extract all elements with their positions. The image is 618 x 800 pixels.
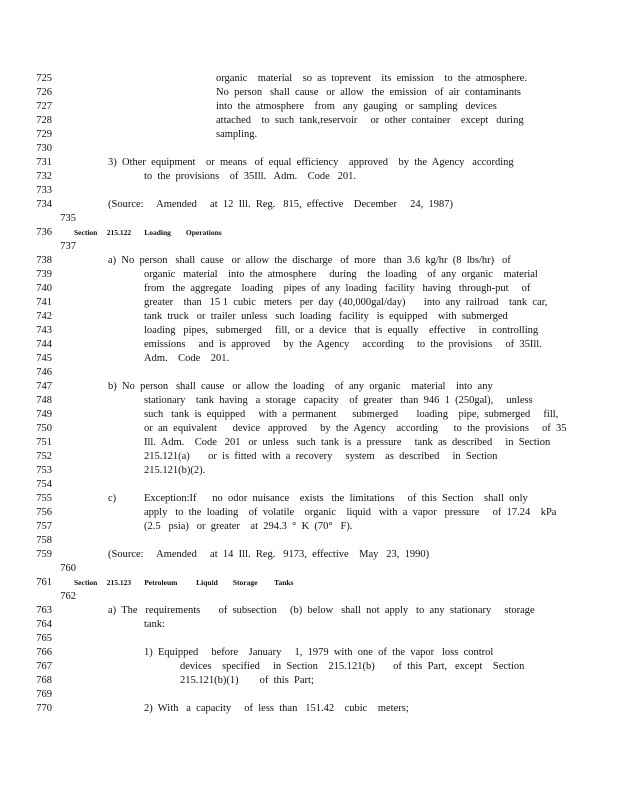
- line-727: [0, 100, 618, 114]
- line-738: [0, 254, 618, 268]
- line-number: 747: [36, 381, 52, 392]
- line-747: [0, 380, 618, 394]
- line-text: sampling.: [216, 129, 258, 140]
- line-734: [0, 198, 618, 212]
- line-text: a) No person shall cause or allow the discharge of more than 3.6 kg/hr (8 lbs/hr) of: [108, 255, 511, 266]
- line-text: 215.121(b)(1) of this Part;: [180, 675, 314, 686]
- line-number: 754: [36, 479, 52, 490]
- line-text: devices specified in Section 215.121(b) of this Part, except Section: [180, 661, 525, 672]
- line-text: loading pipes, submerged fill, or a device that is equally effective in controlling: [144, 325, 539, 336]
- line-number: 761: [36, 577, 52, 588]
- section-heading: Section 215.123 Petroleum Liquid Storage Tanks: [74, 578, 294, 587]
- line-730: [0, 142, 618, 156]
- line-number: 740: [36, 283, 52, 294]
- line-736: [0, 226, 618, 240]
- line-760: [0, 562, 618, 576]
- line-number: 749: [36, 409, 52, 420]
- line-766: [0, 646, 618, 660]
- line-number: 752: [36, 451, 52, 462]
- line-757: [0, 520, 618, 534]
- line-text: stationary tank having a storage capacity of greater than 946 1 (250gal), unless: [144, 395, 533, 406]
- line-750: [0, 422, 618, 436]
- line-748: [0, 394, 618, 408]
- line-number: 737: [60, 241, 76, 252]
- line-text: apply to the loading of volatile organic liquid with a vapor pressure of 17.24 kPa: [144, 507, 557, 518]
- line-725: [0, 72, 618, 86]
- line-number: 769: [36, 689, 52, 700]
- line-726: [0, 86, 618, 100]
- line-number: 763: [36, 605, 52, 616]
- line-text: organic material into the atmosphere during the loading of any organic material: [144, 269, 538, 280]
- line-number: 745: [36, 353, 52, 364]
- line-number: 762: [60, 591, 76, 602]
- line-number: 728: [36, 115, 52, 126]
- line-number: 753: [36, 465, 52, 476]
- line-number: 741: [36, 297, 52, 308]
- line-749: [0, 408, 618, 422]
- line-text: Adm. Code 201.: [144, 353, 230, 364]
- line-764: [0, 618, 618, 632]
- line-text: (Source: Amended at 12 Ill. Reg. 815, effective December 24, 1987): [108, 199, 454, 210]
- line-763: [0, 604, 618, 618]
- line-746: [0, 366, 618, 380]
- line-733: [0, 184, 618, 198]
- line-text: or an equivalent device approved by the Agency according to the provisions of 35: [144, 423, 567, 434]
- line-number: 770: [36, 703, 52, 714]
- line-number: 764: [36, 619, 52, 630]
- line-number: 765: [36, 633, 52, 644]
- line-text: (2.5 psia) or greater at 294.3 ° K (70° F).: [144, 521, 353, 532]
- line-732: [0, 170, 618, 184]
- line-765: [0, 632, 618, 646]
- line-744: [0, 338, 618, 352]
- line-number: 767: [36, 661, 52, 672]
- line-number: 726: [36, 87, 52, 98]
- line-756: [0, 506, 618, 520]
- line-number: 751: [36, 437, 52, 448]
- line-number: 744: [36, 339, 52, 350]
- line-number: 729: [36, 129, 52, 140]
- line-735: [0, 212, 618, 226]
- line-text: 3) Other equipment or means of equal efficiency approved by the Agency according: [108, 157, 514, 168]
- line-762: [0, 590, 618, 604]
- line-755: [0, 492, 618, 506]
- line-number: 732: [36, 171, 52, 182]
- line-739: [0, 268, 618, 282]
- line-text: No person shall cause or allow the emission of air contaminants: [216, 87, 522, 98]
- line-text: tank truck or trailer unless such loading facility is equipped with submerged: [144, 311, 508, 322]
- line-729: [0, 128, 618, 142]
- line-731: [0, 156, 618, 170]
- line-737: [0, 240, 618, 254]
- line-number: 733: [36, 185, 52, 196]
- line-text: from the aggregate loading pipes of any loading facility having through-put of: [144, 283, 531, 294]
- line-text: tank:: [144, 619, 165, 630]
- line-number: 757: [36, 521, 52, 532]
- line-number: 759: [36, 549, 52, 560]
- line-text: (Source: Amended at 14 Ill. Reg. 9173, effective May 23, 1990): [108, 549, 430, 560]
- line-text: 215.121(a) or is fitted with a recovery system as described in Section: [144, 451, 498, 462]
- line-769: [0, 688, 618, 702]
- line-text: Ill. Adm. Code 201 or unless such tank is a pressure tank as described in Section: [144, 437, 551, 448]
- line-number: 755: [36, 493, 52, 504]
- line-text: greater than 15 1 cubic meters per day (40,000gal/day) into any railroad tank car,: [144, 297, 548, 308]
- line-text: a) The requirements of subsection (b) below shall not apply to any stationary storage: [108, 605, 535, 616]
- line-number: 730: [36, 143, 52, 154]
- line-number: 736: [36, 227, 52, 238]
- line-number: 727: [36, 101, 52, 112]
- line-number: 758: [36, 535, 52, 546]
- line-754: [0, 478, 618, 492]
- line-text: 1) Equipped before January 1, 1979 with one of the vapor loss control: [144, 647, 494, 658]
- line-number: 746: [36, 367, 52, 378]
- line-number: 750: [36, 423, 52, 434]
- line-751: [0, 436, 618, 450]
- line-text: Exception:If no odor nuisance exists the limitations of this Section shall only: [144, 493, 528, 504]
- line-text: b) No person shall cause or allow the loading of any organic material into any: [108, 381, 493, 392]
- line-767: [0, 660, 618, 674]
- line-741: [0, 296, 618, 310]
- line-text: to the provisions of 35Ill. Adm. Code 201.: [144, 171, 357, 182]
- line-number: 739: [36, 269, 52, 280]
- line-number: 731: [36, 157, 52, 168]
- line-761: [0, 576, 618, 590]
- line-text: such tank is equipped with a permanent submerged loading pipe, submerged fill,: [144, 409, 559, 420]
- line-text: 215.121(b)(2).: [144, 465, 206, 476]
- line-number: 756: [36, 507, 52, 518]
- line-number: 734: [36, 199, 52, 210]
- line-770: [0, 702, 618, 716]
- line-text: organic material so as toprevent its emission to the atmosphere.: [216, 73, 527, 84]
- line-743: [0, 324, 618, 338]
- line-752: [0, 450, 618, 464]
- line-number: 743: [36, 325, 52, 336]
- line-number: 725: [36, 73, 52, 84]
- line-753: [0, 464, 618, 478]
- line-text: attached to such tank,reservoir or other container except during: [216, 115, 524, 126]
- line-number: 766: [36, 647, 52, 658]
- line-number: 742: [36, 311, 52, 322]
- line-728: [0, 114, 618, 128]
- line-number: 748: [36, 395, 52, 406]
- line-768: [0, 674, 618, 688]
- line-number: 760: [60, 563, 76, 574]
- line-text: emissions and is approved by the Agency according to the provisions of 35Ill.: [144, 339, 542, 350]
- line-text: 2) With a capacity of less than 151.42 cubic meters;: [144, 703, 409, 714]
- item-tag: c): [108, 493, 117, 504]
- line-740: [0, 282, 618, 296]
- line-number: 735: [60, 213, 76, 224]
- line-759: [0, 548, 618, 562]
- line-745: [0, 352, 618, 366]
- line-758: [0, 534, 618, 548]
- line-number: 738: [36, 255, 52, 266]
- line-number: 768: [36, 675, 52, 686]
- line-742: [0, 310, 618, 324]
- line-text: into the atmosphere from any gauging or sampling devices: [216, 101, 497, 112]
- section-heading: Section 215.122 Loading Operations: [74, 228, 222, 237]
